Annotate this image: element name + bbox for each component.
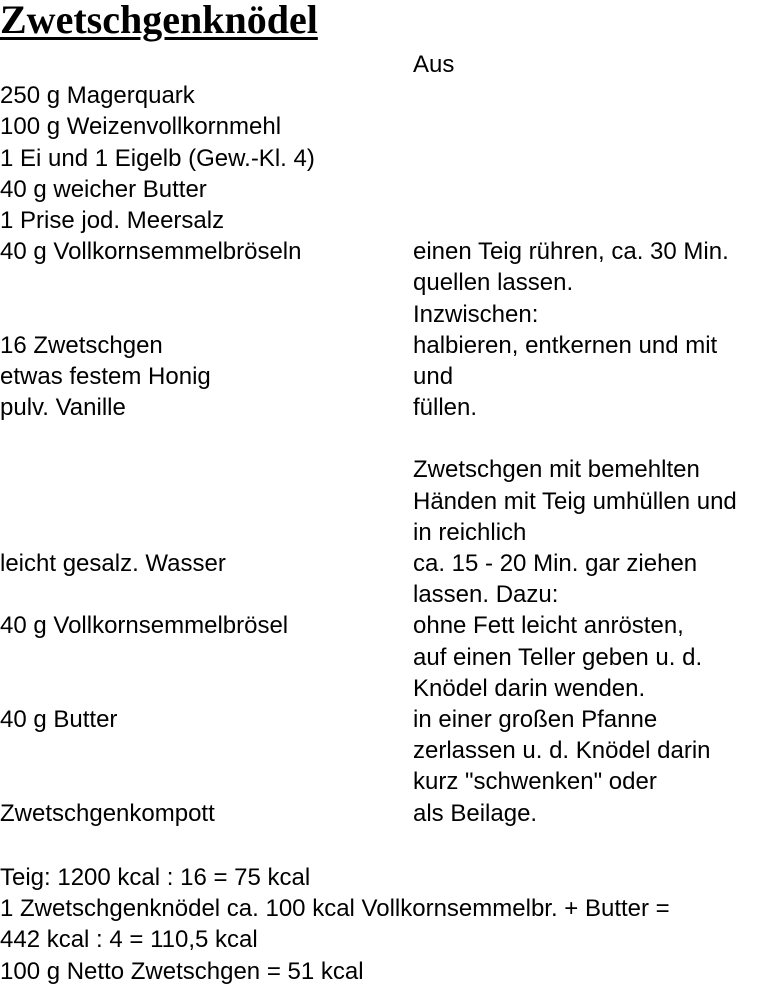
ingredient-text xyxy=(0,49,413,80)
instruction-text xyxy=(413,423,780,454)
instruction-text: ohne Fett leicht anrösten, xyxy=(413,612,684,640)
ingredient-text xyxy=(0,735,413,766)
instruction-text: in reichlich xyxy=(413,518,527,546)
ingredient-text: 40 g Butter xyxy=(0,705,118,733)
instruction-text: Händen mit Teig umhüllen und xyxy=(413,487,737,515)
ingredient-text xyxy=(0,486,413,517)
instruction-text: füllen. xyxy=(413,394,478,422)
recipe-title: Zwetschgenknödel xyxy=(0,0,318,42)
instruction-text: auf einen Teller geben u. d. xyxy=(413,643,703,671)
recipe-row xyxy=(0,267,780,298)
recipe-row xyxy=(0,143,780,174)
ingredient-text: pulv. Vanille xyxy=(0,394,126,422)
ingredient-text: 40 g weicher Butter xyxy=(0,175,207,203)
instruction-text: kurz "schwenken" oder xyxy=(413,768,657,796)
instruction-text: Knödel darin wenden. xyxy=(413,674,646,702)
instruction-text: und xyxy=(413,362,454,390)
nutrition-note: 442 kcal : 4 = 110,5 kcal xyxy=(0,926,258,954)
ingredient-text xyxy=(0,579,413,610)
ingredient-text xyxy=(0,299,413,330)
recipe-row xyxy=(0,423,780,454)
ingredient-text xyxy=(0,517,413,548)
instruction-text xyxy=(413,80,780,111)
recipe-row xyxy=(0,299,780,330)
recipe-row xyxy=(0,49,780,80)
instruction-text: quellen lassen. xyxy=(413,269,574,297)
instruction-text xyxy=(413,143,780,174)
recipe-row xyxy=(0,766,780,797)
ingredient-text: 40 g Vollkornsemmelbröseln xyxy=(0,238,302,266)
ingredient-text: Zwetschgenkompott xyxy=(0,799,215,827)
ingredient-text: leicht gesalz. Wasser xyxy=(0,550,226,577)
recipe-row xyxy=(0,330,780,361)
ingredient-text xyxy=(0,766,413,797)
recipe-row xyxy=(0,798,780,829)
instruction-text: Zwetschgen mit bemehlten xyxy=(413,456,700,484)
ingredient-text: 250 g Magerquark xyxy=(0,82,195,110)
ingredient-text xyxy=(0,267,413,298)
recipe-row xyxy=(0,174,780,205)
nutrition-note: Teig: 1200 kcal : 16 = 75 kcal xyxy=(0,864,311,891)
recipe-row xyxy=(0,642,780,673)
recipe-row xyxy=(0,361,780,392)
recipe-steps xyxy=(0,49,780,829)
recipe-row xyxy=(0,392,780,423)
instruction-text: als Beilage. xyxy=(413,799,538,827)
ingredient-text: 40 g Vollkornsemmelbrösel xyxy=(0,612,289,640)
recipe-row xyxy=(0,704,780,735)
recipe-row xyxy=(0,111,780,142)
recipe-row xyxy=(0,454,780,485)
ingredient-text xyxy=(0,673,413,704)
recipe-row xyxy=(0,579,780,610)
ingredient-text xyxy=(0,423,413,454)
instruction-text: in einer großen Pfanne xyxy=(413,705,658,733)
nutrition-notes xyxy=(0,862,780,987)
ingredient-text: 1 Ei und 1 Eigelb (Gew.-Kl. 4) xyxy=(0,144,315,172)
ingredient-text xyxy=(0,454,413,485)
instruction-text: halbieren, entkernen und mit xyxy=(413,331,718,359)
instruction-text: Inzwischen: xyxy=(413,300,539,328)
instruction-text xyxy=(413,205,780,236)
recipe-row xyxy=(0,205,780,236)
instruction-text: ca. 15 - 20 Min. gar ziehen xyxy=(413,550,698,577)
ingredient-text xyxy=(0,642,413,673)
recipe-row xyxy=(0,735,780,766)
instruction-text: lassen. Dazu: xyxy=(413,581,559,609)
instruction-text xyxy=(413,111,780,142)
recipe-row xyxy=(0,548,780,579)
ingredient-text: 1 Prise jod. Meersalz xyxy=(0,206,225,234)
ingredient-text: 100 g Weizenvollkornmehl xyxy=(0,113,282,141)
ingredient-text: 16 Zwetschgen xyxy=(0,331,163,359)
nutrition-note: 100 g Netto Zwetschgen = 51 kcal xyxy=(0,957,364,985)
recipe-row xyxy=(0,236,780,267)
instruction-text xyxy=(413,174,780,205)
ingredient-text: etwas festem Honig xyxy=(0,362,211,390)
recipe-row xyxy=(0,610,780,641)
instruction-text: zerlassen u. d. Knödel darin xyxy=(413,737,711,765)
recipe-row xyxy=(0,517,780,548)
instruction-text: einen Teig rühren, ca. 30 Min. xyxy=(413,238,729,266)
recipe-row xyxy=(0,673,780,704)
nutrition-note: 1 Zwetschgenknödel ca. 100 kcal Vollkornsemmelbr. + Butter = xyxy=(0,895,670,923)
recipe-row xyxy=(0,80,780,111)
instruction-text: Aus xyxy=(413,51,455,78)
recipe-row xyxy=(0,486,780,517)
